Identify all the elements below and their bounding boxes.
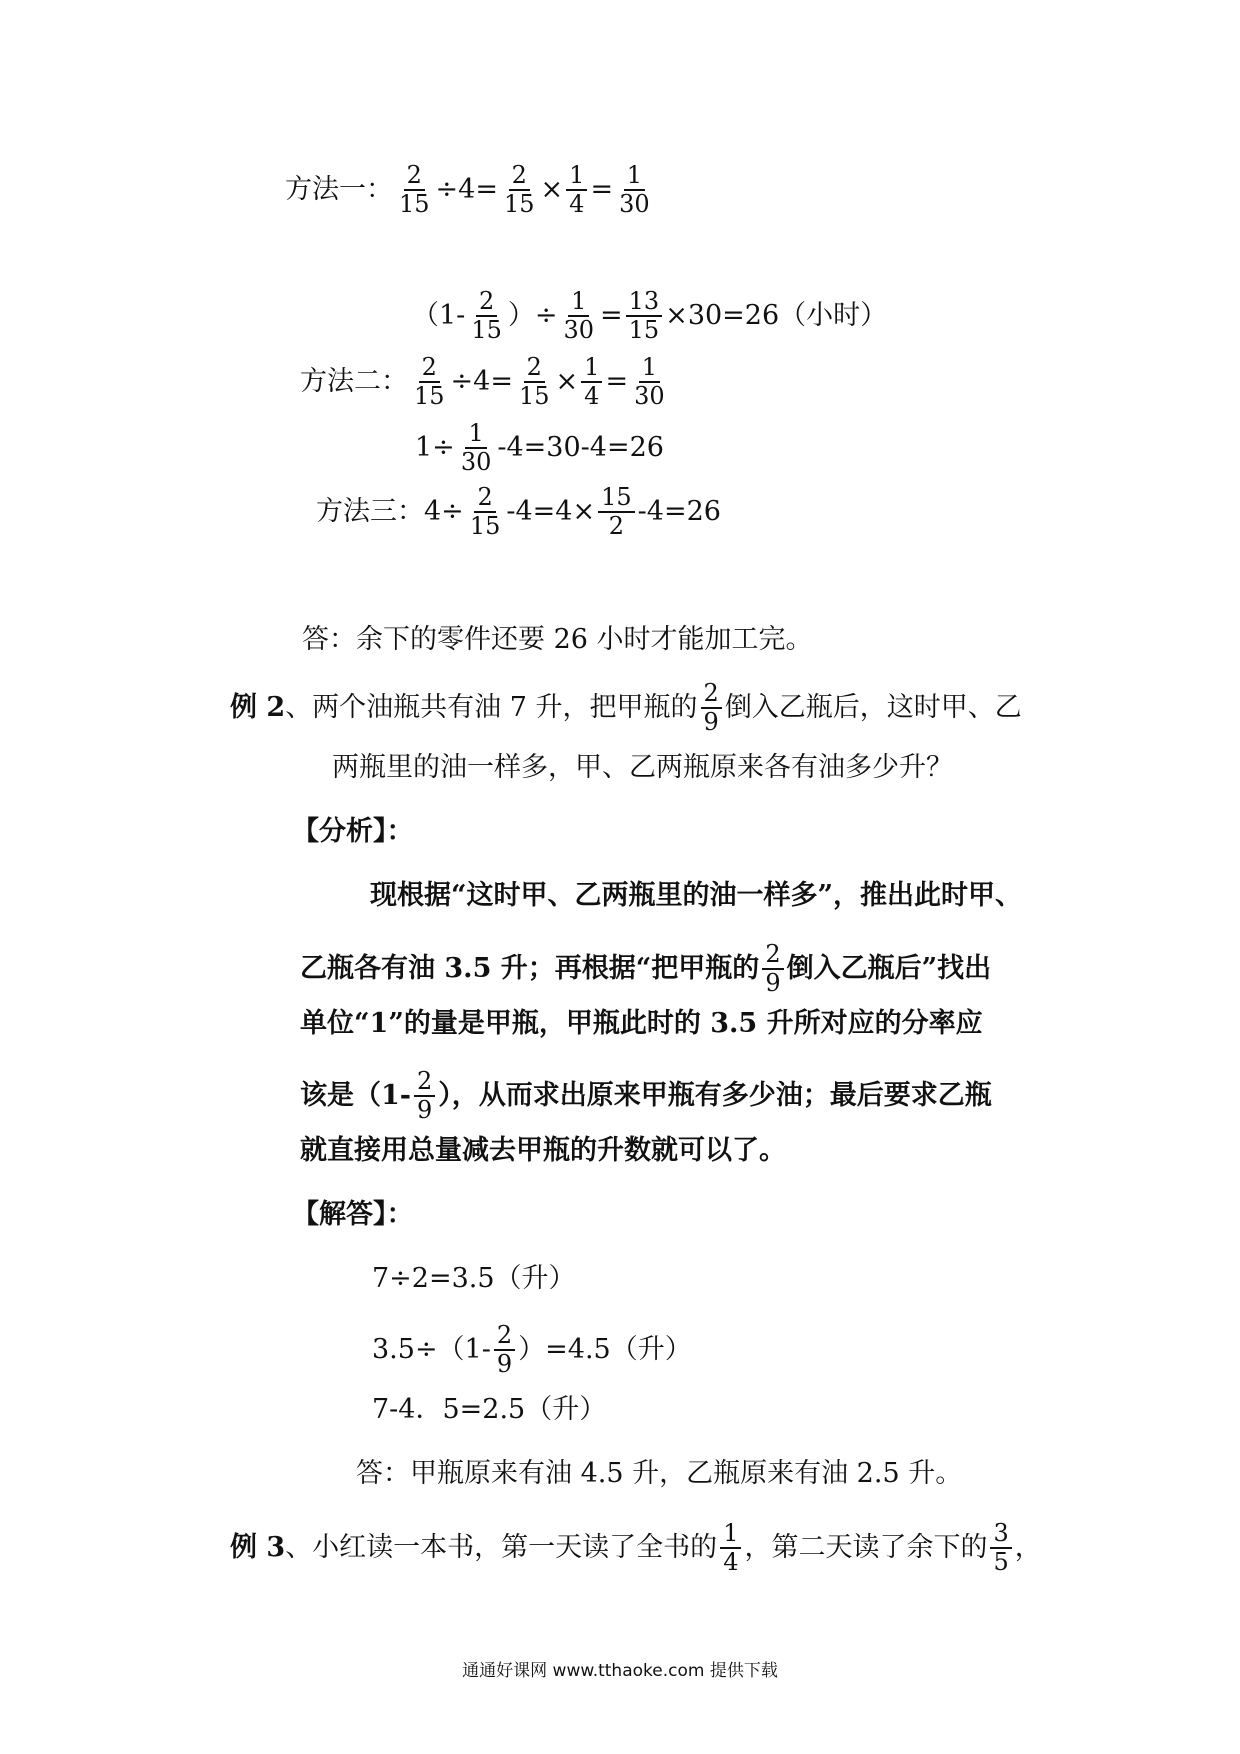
expr-text: 、两个油瓶共有油 7 升，把甲瓶的 [285,692,698,723]
expr-text: ×30=26（小时） [665,300,888,331]
fraction: $\frac{2}{15}$ [399,161,430,218]
example-3-label: 例 3 [230,1532,286,1563]
expr-text: 乙瓶各有油 3.5 升；再根据“把甲瓶的 [300,953,760,984]
method1-label: 方法一： [285,174,393,205]
method3-label: 方法三： [316,496,424,527]
expr-text: 、小红读一本书，第一天读了全书的 [285,1532,718,1563]
fraction: $\frac{1}{4}$ [566,162,587,218]
solution-step-2 [372,1322,692,1378]
fraction: $\frac{2}{15}$ [503,161,535,218]
analysis-line-4 [300,1068,992,1124]
fraction: $\frac{1}{4}$ [720,1520,741,1576]
expr-text: 3.5÷（1- [372,1334,491,1365]
analysis-line-1: 现根据“这时甲、乙两瓶里的油一样多”，推出此时甲、 [370,880,1023,911]
analysis-line-5: 就直接用总量减去甲瓶的升数就可以了。 [300,1135,786,1166]
expr-text: ）÷ [507,300,558,331]
expr-text: = [605,366,629,397]
expr-text: ，第二天读了余下的 [744,1532,988,1563]
fraction: $\frac{1}{4}$ [581,354,602,410]
expr-text: -4=4× [506,496,596,527]
expr-text: ， [1014,1532,1042,1563]
fraction: $\frac{13}{15}$ [626,288,663,344]
fraction: $\frac{1}{30}$ [563,287,595,344]
page-footer: 通通好课网 www.tthaoke.com 提供下载 [462,1661,778,1681]
calc-line-b [415,420,664,476]
method1-line [285,162,656,218]
expr-text: ）=4.5（升） [518,1334,692,1365]
expr-text: × [555,366,579,397]
expr-text: ÷4= [435,174,498,205]
fraction: $\frac{1}{30}$ [460,419,492,476]
expr-text: 倒入乙瓶后，这时甲、乙 [724,692,1022,723]
solution-step-3: 7-4．5=2.5（升） [372,1394,607,1425]
fraction: $\frac{2}{9}$ [414,1068,435,1124]
expr-text: = [600,300,623,331]
fraction: $\frac{3}{5}$ [990,1520,1011,1576]
fraction: $\frac{2}{9}$ [762,941,783,997]
fraction: $\frac{2}{9}$ [494,1322,515,1378]
expr-text: 该是（1- [300,1080,411,1111]
expr-text: 倒入乙瓶后”找出 [786,953,992,984]
example-2-line-2: 两瓶里的油一样多，甲、乙两瓶原来各有油多少升？ [332,752,953,783]
calc-line-a [412,288,887,344]
expr-text: 1÷ [415,432,455,463]
fraction: $\frac{2}{15}$ [469,483,501,540]
example-3-line [230,1520,1042,1576]
fraction: $\frac{15}{2}$ [598,484,635,540]
fraction: $\frac{1}{30}$ [619,161,650,218]
solution-heading: 【解答】： [292,1199,414,1230]
method2-label: 方法二： [300,366,408,397]
example-2-line-1 [230,680,1022,736]
example-2-label: 例 2 [230,692,286,723]
expr-text: （1- [412,300,466,331]
expr-text: ÷4= [450,366,513,397]
fraction: $\frac{1}{30}$ [634,353,665,410]
fraction: $\frac{2}{15}$ [471,287,502,344]
method2-line [300,354,671,410]
expr-text: ），从而求出原来甲瓶有多少油；最后要求乙瓶 [438,1080,992,1111]
method3-line [316,484,721,540]
answer-1: 答：余下的零件还要 26 小时才能加工完。 [302,624,813,655]
fraction: $\frac{2}{9}$ [701,680,722,736]
solution-answer: 答：甲瓶原来有油 4.5 升，乙瓶原来有油 2.5 升。 [356,1458,963,1489]
solution-step-1: 7÷2=3.5（升） [372,1263,576,1294]
expr-text: 4÷ [424,496,464,527]
fraction: $\frac{2}{15}$ [518,353,550,410]
analysis-line-3: 单位“1”的量是甲瓶，甲瓶此时的 3.5 升所对应的分率应 [300,1008,983,1039]
analysis-heading: 【分析】： [292,816,414,847]
analysis-line-2 [300,941,991,997]
expr-text: × [540,174,564,205]
expr-text: -4=26 [637,496,721,527]
fraction: $\frac{2}{15}$ [414,353,445,410]
expr-text: -4=30-4=26 [497,432,664,463]
expr-text: = [590,174,614,205]
